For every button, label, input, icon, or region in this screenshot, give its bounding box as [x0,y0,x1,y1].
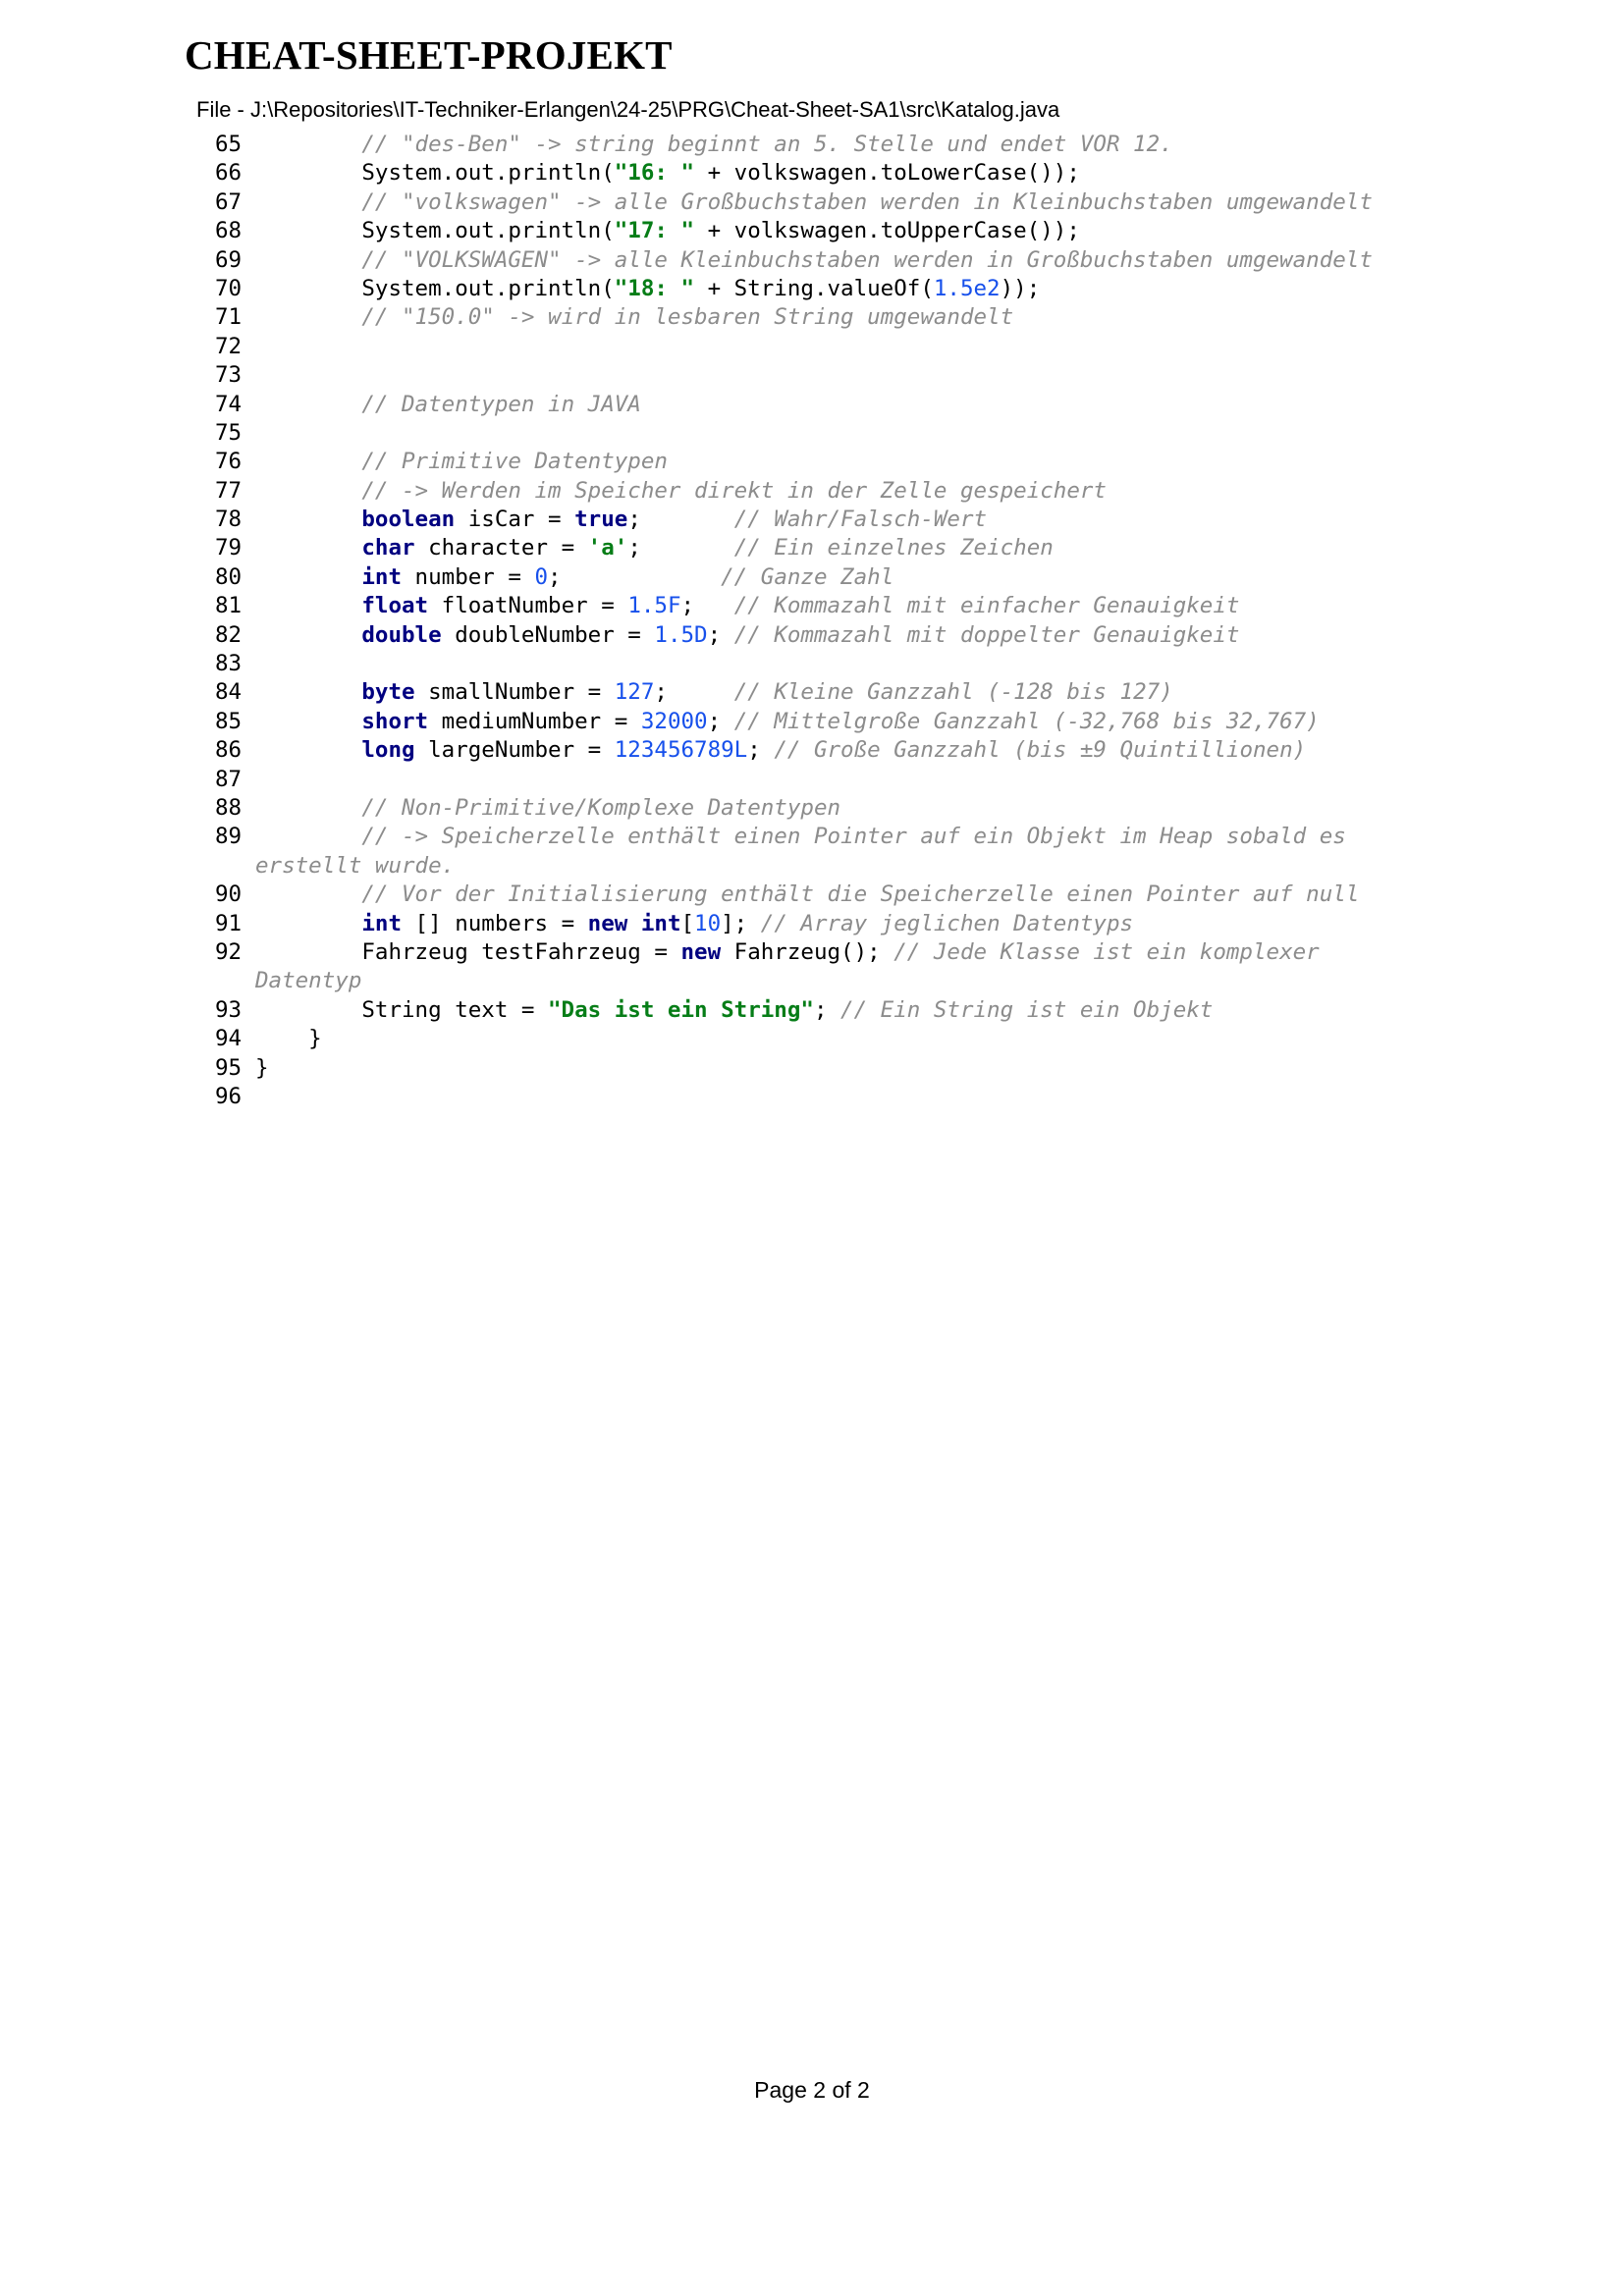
code-line [0,708,1624,736]
code-string: "Das ist ein String" [548,996,814,1023]
code-comment: // "150.0" -> wird in lesbaren String umgewandelt [361,304,1014,331]
code-text [255,709,361,734]
line-number: 87 [215,766,243,792]
code-text: ]; [721,910,761,936]
code-content [255,303,1013,332]
code-line [0,275,1624,303]
code-text: System.out.println( [255,218,615,244]
line-number: 92 [215,938,243,965]
code-content [255,217,1080,245]
line-number: 95 [215,1054,243,1081]
code-line [0,794,1624,823]
code-comment: // Ein String ist ein Objekt [840,996,1214,1023]
code-text [255,189,361,215]
code-number: 123456789L [614,737,748,764]
code-text: floatNumber = [428,593,628,619]
line-number: 81 [215,593,243,619]
code-line [0,246,1624,275]
line-number: 84 [215,679,243,706]
code-line [0,736,1624,765]
code-text [255,881,361,907]
code-text [255,304,361,330]
code-comment: // Wahr/Falsch-Wert [733,507,988,533]
code-line [0,188,1624,217]
code-string: "18: " [614,275,695,301]
code-comment: // Kommazahl mit einfacher Genauigkeit [733,593,1240,619]
code-comment: Datentyp [255,968,362,994]
code-text [255,593,361,618]
code-text: isCar = [455,507,575,533]
code-keyword: short [361,708,429,734]
code-content [255,159,1080,187]
code-text: System.out.println( [255,160,615,187]
code-line [0,938,1624,967]
code-line [0,303,1624,332]
code-line [0,217,1624,245]
code-content [255,131,1173,159]
code-number: 1.5D [654,621,708,648]
code-line [0,448,1624,476]
line-number: 66 [215,160,243,187]
page-title: CHEAT-SHEET-PROJEKT [185,32,673,78]
code-listing [0,131,1624,1111]
code-content [255,506,987,534]
code-string: "16: " [614,160,695,187]
code-string: "17: " [614,218,695,244]
code-line [0,881,1624,909]
code-line [0,333,1624,361]
code-comment: // "volkswagen" -> alle Großbuchstaben werden in Kleinbuchstaben umgewandelt [361,188,1373,215]
code-comment: // Kommazahl mit doppelter Genauigkeit [733,621,1240,648]
code-text: ; [813,996,841,1023]
code-content [255,967,361,995]
line-number: 67 [215,188,243,215]
code-text: Fahrzeug testFahrzeug = [255,938,681,965]
code-string: 'a' [587,535,628,561]
code-text: smallNumber = [414,679,615,706]
line-number: 74 [215,391,243,417]
line-number: 76 [215,449,243,475]
code-text: ; [548,563,722,590]
code-content [255,246,1373,275]
code-text: largeNumber = [414,737,615,764]
code-text: } [255,1026,322,1052]
code-content [255,910,1133,938]
code-number: 0 [534,563,549,590]
code-content [255,794,840,823]
code-comment: // Vor der Initialisierung enthält die Speicherzelle einen Pointer auf null [361,881,1360,908]
code-text [255,535,361,561]
code-text: character = [414,535,588,561]
code-content [255,1025,322,1053]
code-text [255,478,361,504]
code-line [0,910,1624,938]
code-comment: // Ein einzelnes Zeichen [733,535,1054,561]
code-line [0,477,1624,506]
code-comment: // "VOLKSWAGEN" -> alle Kleinbuchstaben werden in Großbuchstaben umgewandelt [361,246,1373,273]
code-text: Fahrzeug(); [721,938,894,965]
code-content [255,678,1173,707]
code-number: 1.5e2 [933,275,1001,301]
code-line [0,534,1624,562]
code-text: [ [680,910,695,936]
code-line [0,967,1624,995]
code-comment: // -> Speicherzelle enthält einen Pointer auf ein Objekt im Heap sobald es [361,824,1346,850]
code-text [255,247,361,273]
code-text: ; [707,708,734,734]
code-text [255,622,361,648]
code-text: mediumNumber = [428,708,641,734]
code-content [255,881,1359,909]
line-number: 72 [215,333,243,359]
code-content [255,391,641,419]
code-keyword: boolean [361,507,456,533]
code-text [255,132,361,157]
line-number: 86 [215,737,243,764]
code-line [0,621,1624,650]
code-text [255,824,361,849]
line-number: 79 [215,535,243,561]
code-line [0,1025,1624,1053]
code-line [0,1083,1624,1111]
code-content [255,477,1107,506]
code-keyword: float [361,593,429,619]
line-number: 70 [215,275,243,301]
code-content [255,275,1040,303]
line-number: 78 [215,507,243,533]
code-text [255,392,361,417]
code-comment: // "des-Ben" -> string beginnt an 5. Stelle und endet VOR 12. [361,132,1173,157]
code-line [0,678,1624,707]
line-number: 65 [215,132,243,157]
line-number: 82 [215,621,243,648]
code-comment: // Mittelgroße Ganzzahl (-32,768 bis 32,767) [733,708,1320,734]
code-line [0,563,1624,592]
code-number: 32000 [640,708,708,734]
code-keyword: byte [361,679,415,706]
code-text: ; [627,535,734,561]
code-comment: // Array jeglichen Datentyps [760,910,1134,936]
code-text [255,795,361,821]
line-number: 96 [215,1083,243,1109]
line-number: 68 [215,218,243,244]
code-keyword: int [640,910,681,936]
code-keyword: new [587,910,628,936]
code-content [255,534,1054,562]
line-number: 75 [215,419,243,446]
line-number: 71 [215,304,243,331]
line-number: 90 [215,881,243,908]
code-text [255,449,361,474]
code-text [255,679,361,705]
code-comment: // Datentypen in JAVA [361,391,641,417]
code-line [0,852,1624,881]
code-line [0,131,1624,159]
code-line [0,996,1624,1025]
code-line [0,592,1624,620]
code-text [255,507,361,532]
code-text: ; [747,737,775,764]
code-content [255,448,668,476]
code-text: ; [627,507,734,533]
code-keyword: true [574,507,628,533]
code-content [255,592,1239,620]
code-keyword: int [361,563,403,590]
code-keyword: char [361,535,415,561]
code-content [255,563,893,592]
page-number: Page 2 of 2 [754,2077,870,2103]
code-comment: // Ganze Zahl [721,563,894,590]
line-number: 69 [215,246,243,273]
code-text: } [255,1054,269,1081]
line-number: 88 [215,794,243,821]
code-content [255,621,1239,650]
code-content [255,823,1346,851]
code-keyword: double [361,621,442,648]
code-text [255,911,361,936]
code-text [255,564,361,590]
code-comment: // -> Werden im Speicher direkt in der Zelle gespeichert [361,477,1107,504]
line-number: 93 [215,996,243,1023]
code-line [0,506,1624,534]
code-text: doubleNumber = [441,621,655,648]
code-keyword: long [361,737,415,764]
code-line [0,823,1624,851]
code-text [255,737,361,763]
code-text: String text = [255,996,549,1023]
code-comment: // Kleine Ganzzahl (-128 bis 127) [733,679,1173,706]
code-text: number = [402,563,535,590]
code-text: )); [1000,275,1041,301]
code-content [255,1054,269,1083]
code-text: + volkswagen.toLowerCase()); [694,160,1080,187]
code-text: ; [654,679,734,706]
line-number: 77 [215,477,243,504]
code-text: System.out.println( [255,275,615,301]
code-content [255,708,1320,736]
code-text: ; [707,621,734,648]
code-line [0,1054,1624,1083]
code-number: 10 [694,910,722,936]
code-comment: // Primitive Datentypen [361,449,668,475]
code-comment: // Non-Primitive/Komplexe Datentypen [361,794,841,821]
code-keyword: new [680,938,722,965]
line-number: 89 [215,824,243,850]
line-number: 85 [215,708,243,734]
code-content [255,188,1373,217]
line-number: 91 [215,910,243,936]
line-number: 80 [215,563,243,590]
code-text: + String.valueOf( [694,275,934,301]
code-keyword: int [361,910,403,936]
code-text [627,911,641,936]
code-content [255,996,1213,1025]
code-comment: erstellt wurde. [255,852,456,879]
code-comment: // Jede Klasse ist ein komplexer [893,938,1320,965]
line-number: 73 [215,362,243,389]
code-comment: // Große Ganzzahl (bis ±9 Quintillionen) [774,737,1307,764]
code-content [255,938,1320,967]
code-line [0,650,1624,678]
code-line [0,766,1624,794]
code-line [0,159,1624,187]
code-content [255,736,1306,765]
code-content [255,852,455,881]
line-number: 83 [215,651,243,677]
line-number: 94 [215,1026,243,1052]
code-text: ; [680,593,734,619]
file-path: File - J:\Repositories\IT-Techniker-Erlangen\24-25\PRG\Cheat-Sheet-SA1\src\Katalog.java [196,97,1060,122]
code-text: + volkswagen.toUpperCase()); [694,218,1080,244]
code-number: 1.5F [627,593,681,619]
code-number: 127 [614,679,655,706]
code-text: [] numbers = [402,910,588,936]
code-line [0,391,1624,419]
code-line [0,361,1624,390]
code-line [0,419,1624,448]
